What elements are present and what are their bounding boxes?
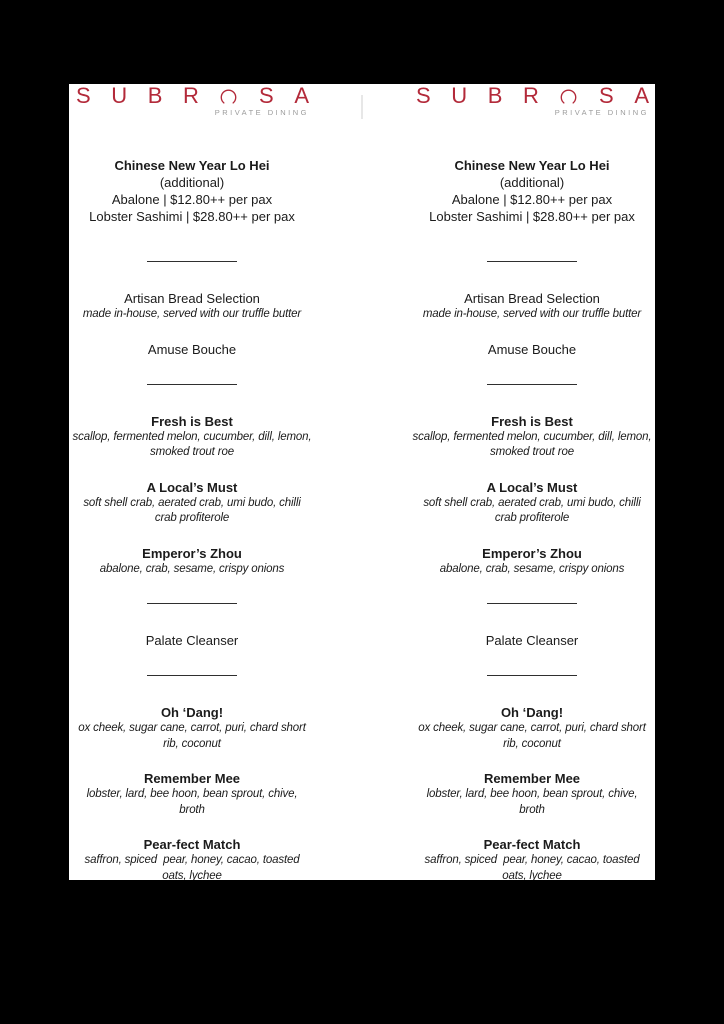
- course-title: Remember Mee: [483, 771, 581, 786]
- course-title: Pear-fect Match: [483, 837, 581, 852]
- menu-course: [409, 479, 655, 527]
- course-description-line: lobster, lard, bee hoon, bean sprout, chive,: [426, 788, 638, 800]
- logo-letter: B: [487, 84, 503, 108]
- logo-letter: R: [183, 84, 199, 108]
- section-divider: [147, 675, 237, 676]
- course-description-line: saffron, spiced pear, honey, cacao, toasted: [424, 854, 640, 866]
- menu-course: [69, 413, 315, 461]
- logo-letter: R: [523, 84, 539, 108]
- course-description-line: crab profiterole: [154, 512, 230, 524]
- course-detail-line: (additional): [499, 175, 565, 190]
- brand-logo-block: [76, 84, 309, 117]
- course-detail-line: Lobster Sashimi | $28.80++ per pax: [429, 209, 635, 224]
- menu-list: [409, 157, 655, 880]
- menu-course: [409, 704, 655, 752]
- open-arc-o-icon: [559, 88, 578, 105]
- menu-course: [409, 290, 655, 323]
- column-separator-line: [361, 95, 363, 119]
- section-divider: [487, 384, 577, 385]
- course-title: Chinese New Year Lo Hei: [114, 158, 270, 173]
- course-title: Amuse Bouche: [147, 341, 237, 357]
- course-detail-line: Abalone | $12.80++ per pax: [451, 192, 613, 207]
- course-description-line: smoked trout roe: [150, 446, 234, 458]
- course-description-line: abalone, crab, sesame, crispy onions: [439, 562, 625, 575]
- course-title: Artisan Bread Selection: [464, 291, 600, 306]
- course-description-line: broth: [179, 803, 205, 816]
- course-title: Palate Cleanser: [485, 633, 579, 648]
- section-divider: [147, 603, 237, 604]
- brand-tagline: PRIVATE DINING: [554, 108, 649, 117]
- course-description-line: crab profiterole: [494, 512, 570, 524]
- menu-course: [69, 770, 315, 818]
- menu-list: [69, 157, 315, 880]
- menu-course: [69, 157, 315, 225]
- logo-letter: A: [294, 84, 309, 108]
- menu-sheet: [69, 84, 655, 880]
- course-description-line: lobster, lard, bee hoon, bean sprout, chive,: [86, 788, 298, 800]
- menu-course: [69, 290, 315, 323]
- section-divider: [487, 675, 577, 676]
- course-title: Remember Mee: [143, 771, 241, 786]
- menu-course: [69, 545, 315, 578]
- course-description-line: made in-house, served with our truffle butter: [422, 308, 642, 320]
- logo-letter: S: [599, 84, 614, 108]
- menu-course: [69, 341, 315, 358]
- course-description-line: smoked trout roe: [490, 446, 574, 458]
- course-title: Artisan Bread Selection: [124, 291, 260, 306]
- course-title: Chinese New Year Lo Hei: [454, 158, 610, 173]
- course-title: Oh ‘Dang!: [160, 705, 224, 720]
- logo-letter: A: [634, 84, 649, 108]
- course-detail-line: Lobster Sashimi | $28.80++ per pax: [89, 209, 295, 224]
- course-description-line: made in-house, served with our truffle butter: [82, 308, 302, 320]
- menu-course: [409, 836, 655, 880]
- course-detail-line: (additional): [159, 175, 225, 190]
- course-description-line: saffron, spiced pear, honey, cacao, toasted: [84, 854, 300, 866]
- menu-course: [69, 836, 315, 880]
- course-description-line: oats, lychee: [162, 869, 222, 880]
- section-divider: [147, 384, 237, 385]
- logo-letter: S: [259, 84, 274, 108]
- menu-course: [69, 479, 315, 527]
- menu-course: [409, 157, 655, 225]
- section-divider: [487, 261, 577, 262]
- logo-letter: S: [76, 84, 91, 108]
- menu-course: [409, 545, 655, 578]
- course-description-line: rib, coconut: [163, 737, 221, 750]
- course-description-line: scallop, fermented melon, cucumber, dill, lemon,: [72, 430, 312, 443]
- menu-course: [69, 704, 315, 752]
- course-title: Pear-fect Match: [143, 837, 241, 852]
- logo-letter: S: [416, 84, 431, 108]
- brand-logo: [76, 84, 309, 108]
- course-title: Fresh is Best: [151, 413, 233, 429]
- course-description-line: scallop, fermented melon, cucumber, dill, lemon,: [412, 430, 652, 443]
- course-description-line: oats, lychee: [502, 869, 562, 880]
- course-title: Palate Cleanser: [145, 633, 239, 648]
- logo-letter: U: [111, 84, 128, 108]
- brand-tagline: PRIVATE DINING: [214, 108, 309, 117]
- course-description-line: rib, coconut: [503, 737, 561, 750]
- menu-course: [409, 341, 655, 358]
- course-description-line: soft shell crab, aerated crab, umi budo, chilli: [423, 496, 641, 509]
- brand-logo: [416, 84, 649, 108]
- course-title: Emperor’s Zhou: [142, 545, 242, 561]
- menu-course: [409, 632, 655, 649]
- open-arc-o-icon: [219, 88, 238, 105]
- course-title: Fresh is Best: [491, 413, 573, 429]
- menu-course: [409, 770, 655, 818]
- logo-letter: B: [147, 84, 163, 108]
- section-divider: [147, 261, 237, 262]
- course-detail-line: Abalone | $12.80++ per pax: [111, 192, 273, 207]
- course-description-line: abalone, crab, sesame, crispy onions: [99, 562, 285, 575]
- course-description-line: broth: [519, 803, 545, 816]
- course-title: A Local’s Must: [146, 479, 238, 495]
- menu-card-right: [409, 84, 655, 880]
- menu-course: [409, 413, 655, 461]
- course-title: Amuse Bouche: [487, 341, 577, 357]
- course-description-line: ox cheek, sugar cane, carrot, puri, chard short: [418, 722, 646, 734]
- brand-logo-block: [416, 84, 649, 117]
- course-title: Emperor’s Zhou: [482, 545, 582, 561]
- menu-course: [69, 632, 315, 649]
- menu-card-left: [69, 84, 315, 880]
- section-divider: [487, 603, 577, 604]
- logo-letter: U: [451, 84, 468, 108]
- course-description-line: soft shell crab, aerated crab, umi budo, chilli: [83, 496, 301, 509]
- course-title: Oh ‘Dang!: [500, 705, 564, 720]
- course-description-line: ox cheek, sugar cane, carrot, puri, chard short: [78, 722, 306, 734]
- course-title: A Local’s Must: [486, 479, 578, 495]
